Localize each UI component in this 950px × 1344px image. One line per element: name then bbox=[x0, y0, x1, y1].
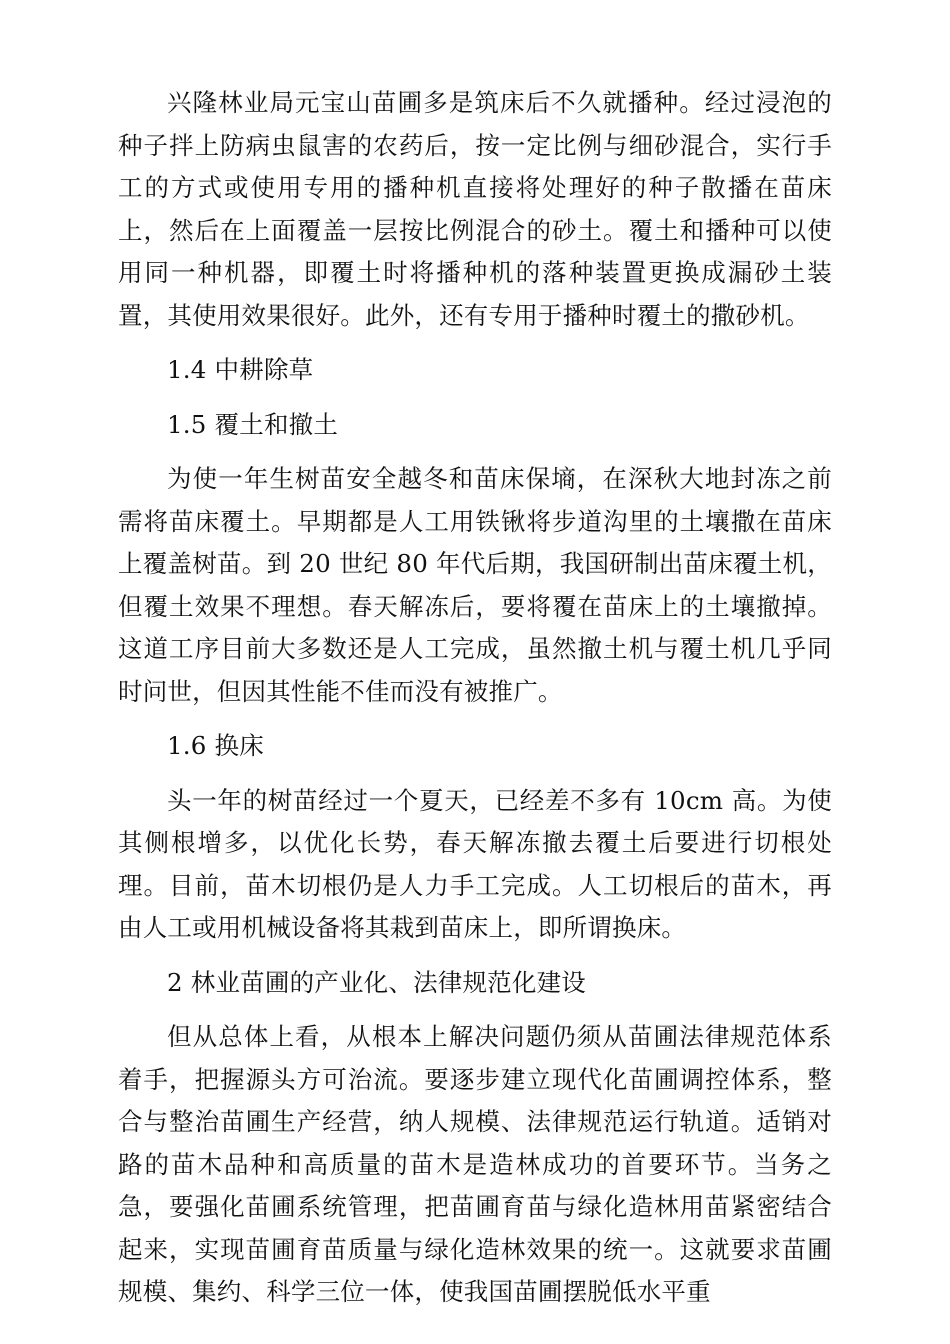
paragraph-industrialization: 但从总体上看，从根本上解决问题仍须从苗圃法律规范体系着手，把握源头方可治流。要逐步建立现代化苗圃调控体系，整合与整治苗圃生产经营，纳人规模、法律规范运行轨道。适销对路的苗木品种和高质量的苗木是造林成功的首要环节。当务之急，要强化苗圃系统管理，把苗圃育苗与绿化造林用苗紧密结合起来，实现苗圃育苗质量与绿化造林效果的统一。这就要求苗圃规模、集约、科学三位一体，使我国苗圃摆脱低水平重 bbox=[118, 1022, 832, 1306]
paragraph-transplanting: 头一年的树苗经过一个夏天，已经差不多有 10cm 高。为使其侧根增多，以优化长势，春天解冻撤去覆土后要进行切根处理。目前，苗木切根仍是人力手工完成。人工切根后的苗木，再由人工或用机械设备将其栽到苗床上，即所谓换床。 bbox=[118, 785, 832, 942]
paragraph-sowing: 兴隆林业局元宝山苗圃多是筑床后不久就播种。经过浸泡的种子拌上防病虫鼠害的农药后，按一定比例与细砂混合，实行手工的方式或使用专用的播种机直接将处理好的种子散播在苗床上，然后在上面覆盖一层按比例混合的砂土。覆土和播种可以使用同一种机器，即覆土时将播种机的落种装置更换成漏砂土装置，其使用效果很好。此外，还有专用于播种时覆土的撒砂机。 bbox=[118, 88, 832, 330]
heading-2: 2 林业苗圃的产业化、法律规范化建设 bbox=[167, 967, 586, 997]
paragraph-covering-soil: 为使一年生树苗安全越冬和苗床保墒，在深秋大地封冻之前需将苗床覆土。早期都是人工用铁锹将步道沟里的土壤撒在苗床上覆盖树苗。到 20 世纪 80 年代后期，我国研制出苗床覆土机，但覆土效果不理想。春天解冻后，要将覆在苗床上的土壤撤掉。这道工序目前大多数还是人工完成，虽然撤土机与覆土机几乎同时问世，但因其性能不佳而没有被推广。 bbox=[118, 464, 832, 706]
heading-1-5: 1.5 覆土和撤土 bbox=[167, 409, 339, 439]
heading-1-4: 1.4 中耕除草 bbox=[167, 355, 314, 384]
heading-1-6: 1.6 换床 bbox=[167, 731, 264, 760]
